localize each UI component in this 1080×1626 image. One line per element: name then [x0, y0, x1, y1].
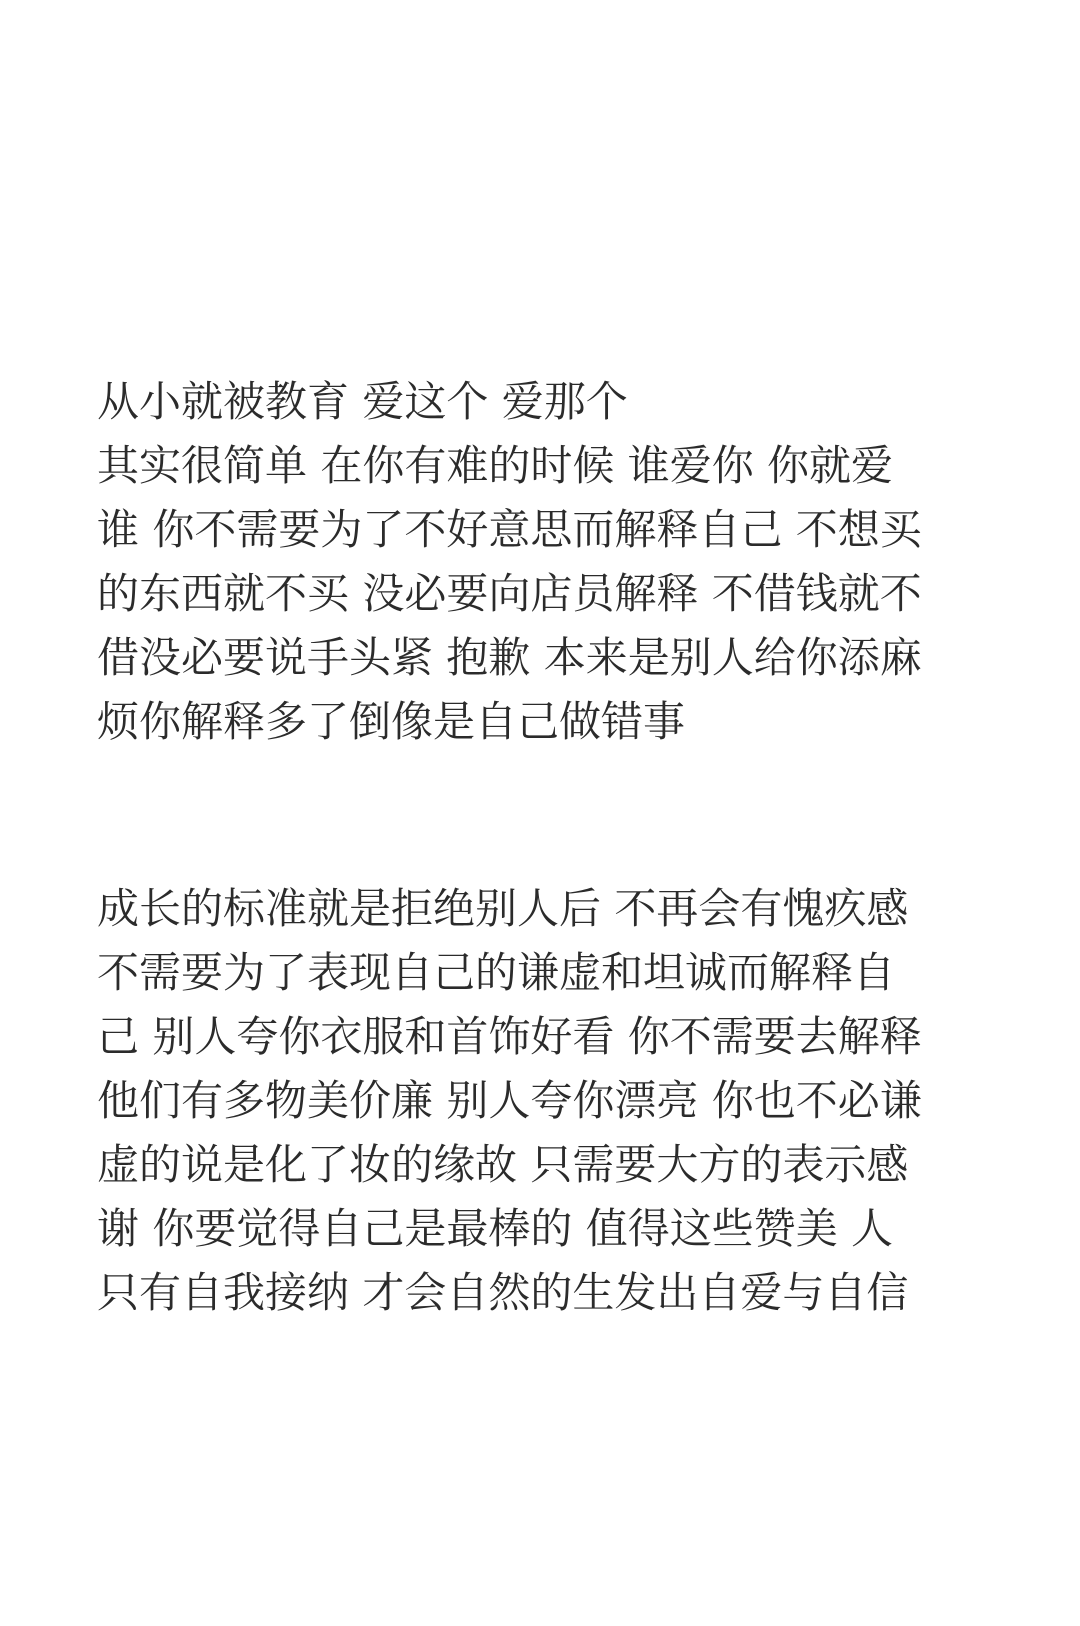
text-line: 成长的标准就是拒绝别人后 不再会有愧疚感 — [97, 884, 909, 933]
text-line: 的东西就不买 没必要向店员解释 不借钱就不 — [97, 569, 922, 618]
text-line: 不需要为了表现自己的谦虚和坦诚而解释自 — [97, 948, 896, 997]
text-line: 其实很简单 在你有难的时候 谁爱你 你就爱 — [97, 441, 894, 490]
paragraph-2 — [97, 877, 997, 1325]
text-line: 谢 你要觉得自己是最棒的 值得这些赞美 人 — [97, 1204, 894, 1253]
text-line: 他们有多物美价廉 别人夸你漂亮 你也不必谦 — [97, 1076, 922, 1125]
text-line: 只有自我接纳 才会自然的生发出自爱与自信 — [97, 1268, 909, 1317]
text-line: 谁 你不需要为了不好意思而解释自己 不想买 — [97, 505, 922, 554]
paragraph-1 — [97, 370, 997, 754]
text-line: 己 别人夸你衣服和首饰好看 你不需要去解释 — [97, 1012, 922, 1061]
text-line: 从小就被教育 爱这个 爱那个 — [97, 377, 628, 426]
text-line: 借没必要说手头紧 抱歉 本来是别人给你添麻 — [97, 633, 922, 682]
text-line: 虚的说是化了妆的缘故 只需要大方的表示感 — [97, 1140, 909, 1189]
text-line: 烦你解释多了倒像是自己做错事 — [97, 697, 686, 746]
